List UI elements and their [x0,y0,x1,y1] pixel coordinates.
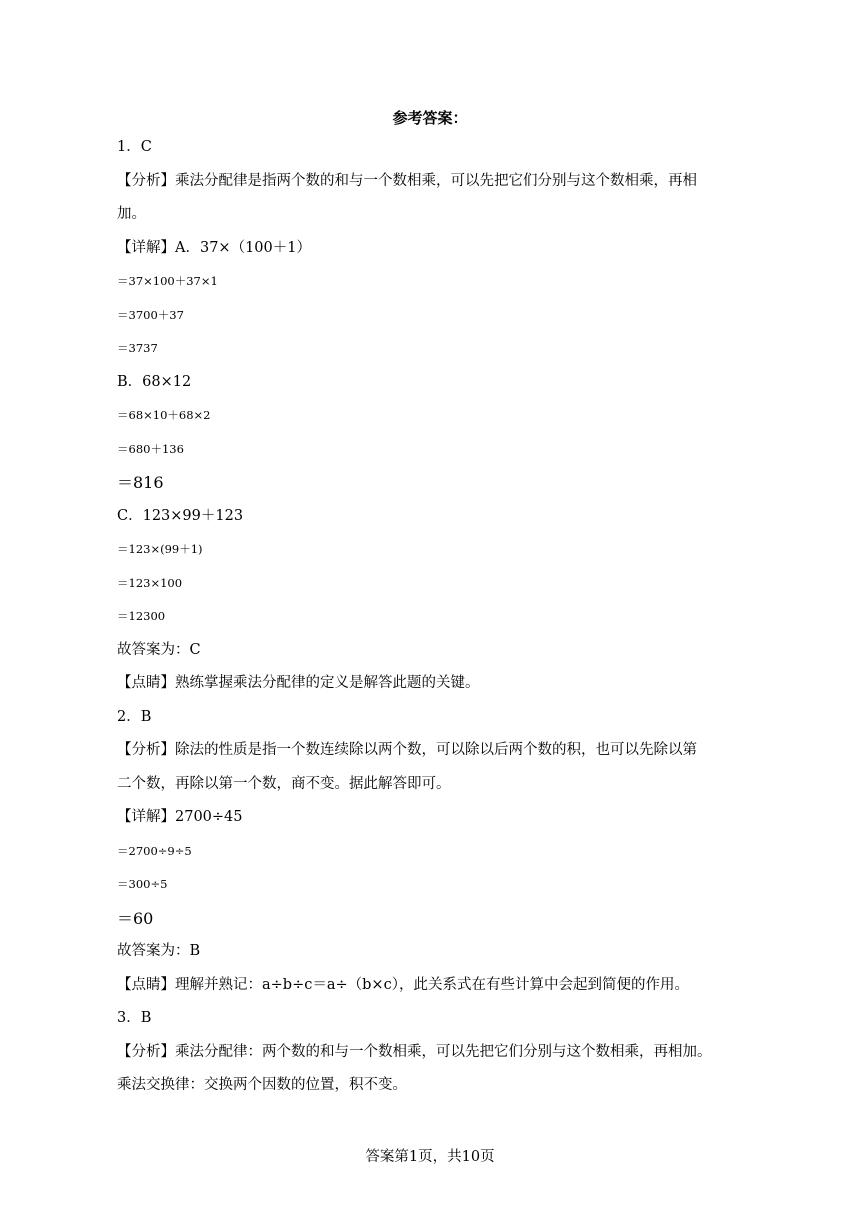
text-line: ＝60 [117,908,154,928]
text-line: 【分析】乘法分配律：两个数的和与一个数相乘，可以先把它们分别与这个数相乘，再相加。 [117,1043,712,1060]
text-line: 【点睛】理解并熟记：a÷b÷c＝a÷（b×c），此关系式在有些计算中会起到简便的作用。 [117,976,689,993]
text-line: B．68×12 [117,373,192,390]
answer-content [117,131,747,1103]
text-line: C．123×99＋123 [117,507,244,524]
text-line: ＝123×(99＋1) [117,542,203,556]
text-line: ＝3700＋37 [117,307,184,322]
text-line: ＝2700÷9÷5 [117,843,192,858]
text-line: 加。 [117,206,146,222]
text-line: 【详解】A．37×（100＋1） [117,239,311,256]
text-line: 2．B [117,708,152,725]
text-line: 故答案为：B [117,943,201,959]
text-line: ＝3737 [117,341,158,355]
text-line: ＝68×10＋68×2 [117,408,211,422]
text-line: 3．B [117,1010,152,1026]
text-line: 【详解】2700÷45 [117,809,243,825]
text-line: ＝680＋136 [117,441,184,456]
text-line: 故答案为：C [117,641,201,658]
text-line: ＝123×100 [117,575,183,590]
text-line: 二个数，再除以第一个数，商不变。据此解答即可。 [117,775,451,792]
text-line: ＝816 [117,473,164,492]
text-line: 1．C [117,139,152,155]
page-footer: 答案第1页，共10页 [365,1149,495,1165]
text-line: 【分析】乘法分配律是指两个数的和与一个数相乘，可以先把它们分别与这个数相乘，再相 [117,172,697,189]
text-line: 【点睛】熟练掌握乘法分配律的定义是解答此题的关键。 [117,675,480,691]
text-line: ＝37×100＋37×1 [117,274,218,288]
text-line: 乘法交换律：交换两个因数的位置，积不变。 [117,1077,407,1093]
text-line: 【分析】除法的性质是指一个数连续除以两个数，可以除以后两个数的积，也可以先除以第 [117,742,697,758]
text-line: ＝300÷5 [117,877,168,891]
text-line: ＝12300 [117,609,166,623]
page-title: 参考答案： [392,109,468,127]
